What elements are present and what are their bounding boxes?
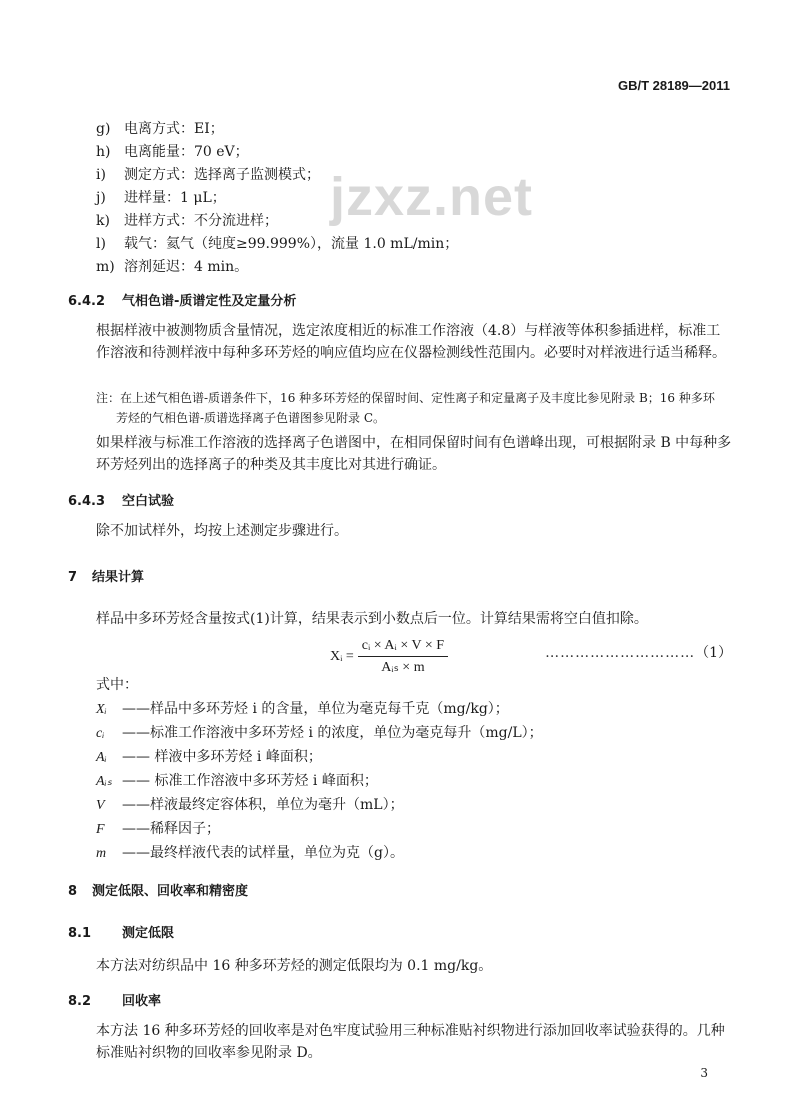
list-item-label: m) — [96, 259, 115, 275]
section-title: 空白试验 — [122, 494, 175, 509]
symbol: cᵢ — [96, 726, 105, 741]
section-heading — [68, 990, 161, 1009]
symbol-description: ——最终样液代表的试样量，单位为克（g）。 — [122, 845, 404, 861]
list-item-label: g) — [96, 121, 111, 137]
formula-lhs: Xᵢ = — [330, 649, 354, 664]
formula-denominator: Aᵢₛ × m — [381, 660, 425, 675]
section-heading — [68, 880, 248, 899]
section-number: 7 — [68, 570, 78, 585]
list-item-label: j) — [96, 190, 106, 206]
section-title: 结果计算 — [92, 570, 145, 585]
list-item-label: k) — [96, 213, 110, 229]
symbol-definition — [96, 770, 378, 790]
section-heading — [68, 290, 296, 309]
list-item-text: 测定方式：选择离子监测模式； — [124, 167, 320, 183]
symbol-description: —— 样液中多环芳烃 i 峰面积； — [122, 749, 322, 765]
symbol: m — [96, 846, 107, 861]
list-item-text: 载气：氦气（纯度≥99.999%），流量 1.0 mL/min； — [124, 236, 459, 252]
list-item-text: 电离方式：EI； — [124, 121, 224, 137]
symbol: V — [96, 798, 105, 813]
list-item-label: h) — [96, 144, 111, 160]
symbol: Aᵢ — [96, 750, 107, 765]
list-item — [96, 233, 458, 253]
paragraph: 本方法对纺织品中 16 种多环芳烃的测定低限均为 0.1 mg/kg。 — [96, 958, 493, 974]
note — [96, 388, 732, 428]
section-heading — [68, 922, 174, 941]
symbol-definition — [96, 698, 509, 718]
formula — [330, 638, 448, 676]
equation-number-label: （1） — [695, 645, 732, 661]
symbol: F — [96, 822, 105, 837]
section-number: 6.4.2 — [68, 294, 106, 309]
section-number: 8 — [68, 884, 78, 899]
section-number: 6.4.3 — [68, 494, 106, 509]
symbol: Xᵢ — [96, 702, 107, 717]
symbol: Aᵢₛ — [96, 774, 112, 789]
note-line: 芳烃的气相色谱-质谱选择离子色谱图参见附录 C。 — [116, 411, 386, 425]
section-title: 回收率 — [122, 994, 162, 1009]
symbol-definition — [96, 818, 220, 838]
list-item-text: 进样量：1 μL； — [124, 190, 226, 206]
list-item-label: i) — [96, 167, 106, 183]
symbol-definition — [96, 842, 404, 862]
list-item-label: l) — [96, 236, 106, 252]
page-number: 3 — [700, 1066, 708, 1080]
fraction — [358, 638, 448, 676]
section-heading — [68, 566, 144, 585]
list-item — [96, 210, 278, 230]
list-item-text: 电离能量：70 eV； — [124, 144, 249, 160]
section-number: 8.1 — [68, 926, 92, 941]
section-number: 8.2 — [68, 994, 92, 1009]
equation-number — [545, 642, 732, 662]
standard-number: GB/T 28189—2011 — [617, 78, 730, 93]
symbol-definition — [96, 722, 543, 742]
formula-numerator: cᵢ × Aᵢ × V × F — [358, 638, 448, 657]
leader-dots: ………………………… — [545, 645, 696, 661]
symbol-description: ——标准工作溶液中多环芳烃 i 的浓度，单位为毫克每升（mg/L）； — [122, 725, 543, 741]
section-heading — [68, 490, 174, 509]
where-label: 式中： — [96, 677, 138, 693]
section-title: 气相色谱-质谱定性及定量分析 — [122, 294, 297, 309]
note-line: 注：在上述气相色谱-质谱条件下，16 种多环芳烃的保留时间、定性离子和定量离子及丰度比参见附录 B；16 种多环 — [96, 391, 715, 405]
list-item — [96, 118, 224, 138]
list-item — [96, 141, 249, 161]
paragraph: 如果样液与标准工作溶液的选择离子色谱图中，在相同保留时间有色谱峰出现，可根据附录 B 中每种多环芳烃列出的选择离子的种类及其丰度比对其进行确证。 — [96, 435, 732, 473]
list-item — [96, 187, 226, 207]
list-item-text: 进样方式：不分流进样； — [124, 213, 278, 229]
paragraph: 除不加试样外，均按上述测定步骤进行。 — [96, 523, 348, 539]
paragraph: 根据样液中被测物质含量情况，选定浓度相近的标准工作溶液（4.8）与样液等体积参插进样，标准工作溶液和待测样液中每种多环芳烃的响应值均应在仪器检测线性范围内。必要时对样液进行适当稀释。 — [96, 323, 726, 361]
list-item-text: 溶剂延迟：4 min。 — [124, 259, 249, 275]
symbol-description: ——样品中多环芳烃 i 的含量，单位为毫克每千克（mg/kg）； — [122, 701, 509, 717]
section-title: 测定低限、回收率和精密度 — [92, 884, 249, 899]
symbol-definition — [96, 746, 322, 766]
symbol-description: ——样液最终定容体积，单位为毫升（mL）； — [122, 797, 404, 813]
symbol-description: —— 标准工作溶液中多环芳烃 i 峰面积； — [122, 773, 378, 789]
symbol-definition — [96, 794, 404, 814]
paragraph: 样品中多环芳烃含量按式(1)计算，结果表示到小数点后一位。计算结果需将空白值扣除。 — [96, 611, 648, 627]
list-item — [96, 256, 248, 276]
section-title: 测定低限 — [122, 926, 175, 941]
watermark: jzxz.net — [330, 167, 534, 227]
paragraph: 本方法 16 种多环芳烃的回收率是对色牢度试验用三种标准贴衬织物进行添加回收率试验获得的。几种标准贴衬织物的回收率参见附录 D。 — [96, 1023, 725, 1061]
list-item — [96, 164, 320, 184]
symbol-description: ——稀释因子； — [122, 821, 220, 837]
